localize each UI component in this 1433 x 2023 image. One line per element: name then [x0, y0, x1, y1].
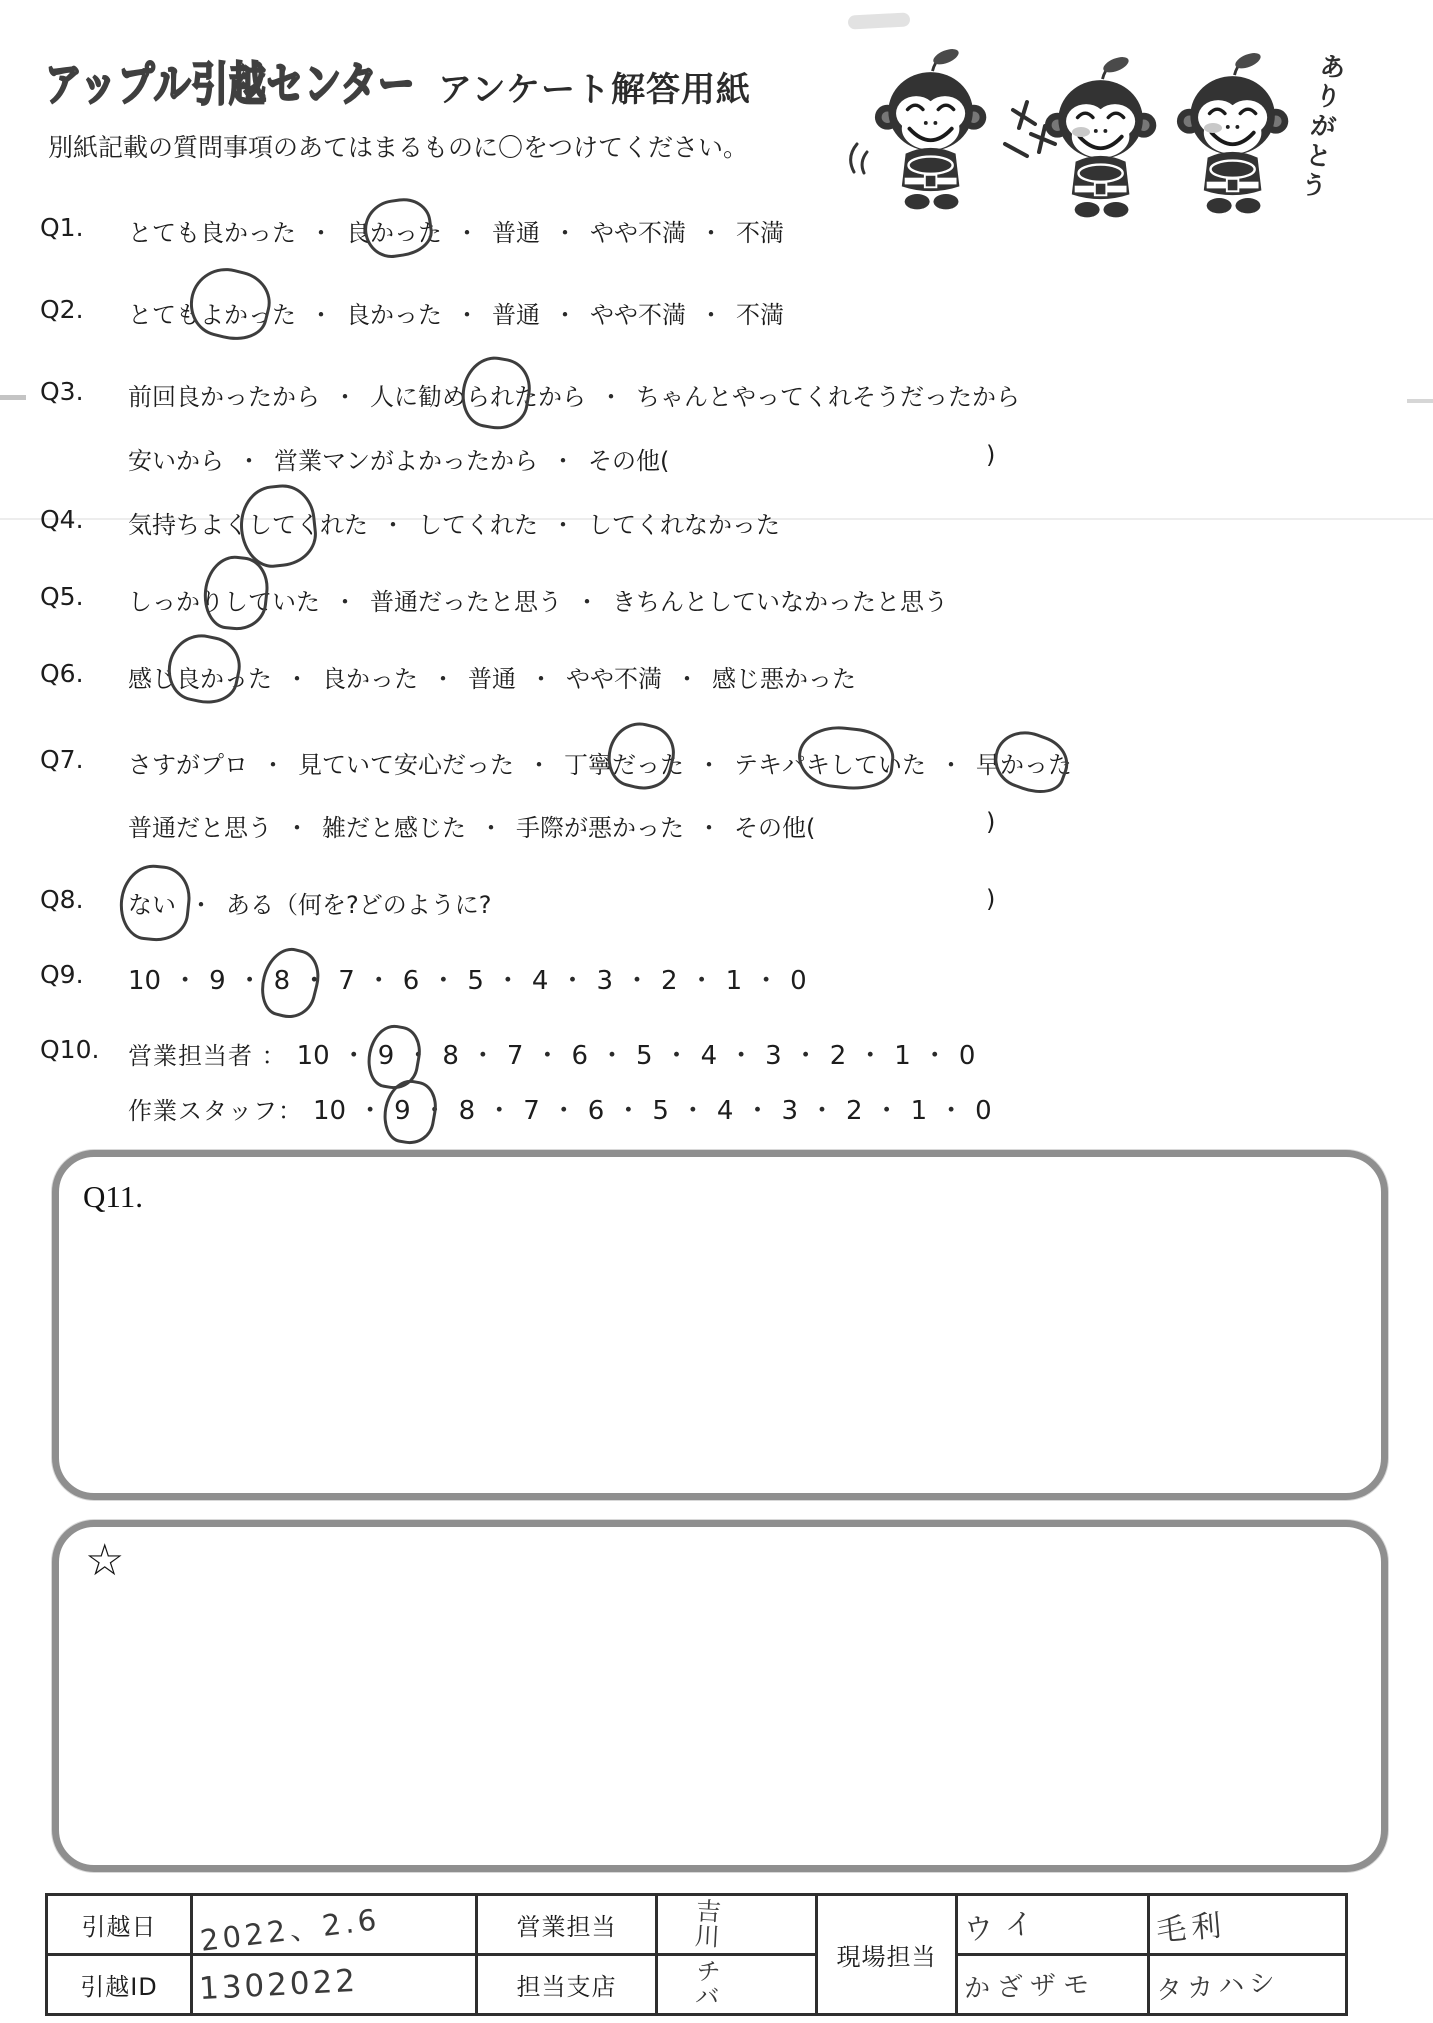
option-text: 手際が悪かった	[516, 814, 684, 842]
option-separator: ・	[744, 1096, 771, 1126]
paren-close: )	[986, 885, 996, 913]
option-separator: ・	[559, 966, 586, 996]
option-separator: ・	[553, 219, 577, 247]
option-text: その他(	[734, 814, 816, 842]
option-separator: ・	[688, 966, 715, 996]
option-separator: ・	[236, 966, 263, 996]
option-text: しっかりしていた	[128, 582, 320, 617]
option-text: 普通	[492, 301, 540, 329]
option-separator: ・	[479, 814, 503, 842]
sales-rep-cell	[657, 1895, 817, 1955]
question-label: Q5.	[40, 582, 84, 611]
option-separator: ・	[405, 1041, 432, 1071]
option-text: 0	[958, 1041, 976, 1071]
scan-edge-mark	[1407, 399, 1433, 403]
handwritten-circle-mark	[116, 862, 194, 945]
option-text: 5	[467, 966, 484, 996]
option-separator: ・	[553, 301, 577, 329]
option-separator: ・	[697, 751, 721, 779]
option-text: 10	[296, 1041, 330, 1071]
option-text: 不満	[736, 219, 784, 247]
option-separator: ・	[237, 447, 261, 475]
site-crew-cell-4	[1149, 1955, 1347, 2015]
sales-rep-label: 営業担当	[477, 1895, 657, 1955]
handwritten-circle-mark	[456, 352, 535, 435]
monkey-mascots	[845, 48, 1365, 218]
option-separator: ・	[675, 665, 699, 693]
option-text: とてもよかった	[128, 295, 296, 330]
option-text: 0	[975, 1096, 992, 1126]
option-separator: ・	[189, 891, 213, 919]
option-separator: ・	[551, 447, 575, 475]
option-text: 良かった	[346, 301, 442, 329]
option-text: 3	[765, 1041, 782, 1071]
question-label: Q10.	[40, 1035, 100, 1064]
move-date-cell	[192, 1895, 477, 1958]
monkey-mascot-icon	[845, 48, 1365, 218]
option-text: 2	[846, 1096, 863, 1126]
option-separator: ・	[340, 1041, 367, 1071]
option-text: ない	[128, 885, 176, 920]
handwritten-circle-mark	[986, 722, 1075, 802]
branch-label: 担当支店	[477, 1955, 657, 2015]
question-options-row	[128, 659, 856, 694]
option-text: 2	[829, 1041, 847, 1071]
option-separator: ・	[469, 1041, 496, 1071]
option-separator: ・	[431, 665, 455, 693]
option-separator: ・	[285, 814, 309, 842]
option-separator: ・	[699, 301, 723, 329]
handwritten-circle-mark	[162, 628, 247, 709]
question-label: Q7.	[40, 745, 84, 774]
option-separator: ・	[486, 1096, 513, 1126]
handwritten-circle-mark	[183, 260, 278, 347]
option-separator: ・	[365, 966, 392, 996]
question-label: Q3.	[40, 377, 84, 406]
doc-title: アンケート解答用紙	[438, 70, 751, 110]
option-separator: ・	[615, 1096, 642, 1126]
option-text: 7	[523, 1096, 540, 1126]
option-separator: ・	[494, 966, 521, 996]
option-text: ちゃんとやってくれそうだったから	[636, 383, 1020, 411]
site-crew-cell-2	[1149, 1895, 1347, 1955]
option-text: してくれた	[418, 511, 538, 539]
option-text: 良かった	[346, 213, 442, 248]
option-separator: ・	[430, 966, 457, 996]
table-row	[47, 1955, 1347, 2015]
option-text: ある（何を?どのように?	[226, 891, 492, 919]
instruction-text: 別紙記載の質問事項のあてはまるものに〇をつけてください。	[48, 133, 749, 162]
option-text: 9	[394, 1096, 411, 1126]
question-label: Q2.	[40, 295, 84, 324]
option-separator: ・	[333, 383, 357, 411]
move-id-label: 引越ID	[47, 1955, 192, 2015]
option-separator: ・	[575, 588, 599, 616]
option-separator: ・	[172, 966, 199, 996]
option-separator: ・	[309, 301, 333, 329]
option-text: 6	[587, 1096, 605, 1126]
option-separator: ・	[551, 511, 575, 539]
question-label: Q9.	[40, 960, 84, 989]
option-separator: ・	[697, 814, 721, 842]
option-text: やや不満	[590, 219, 686, 247]
option-text: 前回良かったから	[128, 383, 320, 411]
handwritten-circle-mark	[236, 481, 320, 570]
option-separator: ・	[285, 665, 309, 693]
question-options-row	[128, 745, 1072, 780]
option-text: 6	[571, 1041, 588, 1071]
option-separator: ・	[309, 219, 333, 247]
option-text: 2	[661, 966, 678, 996]
question-options-row	[128, 377, 1020, 412]
handwritten-circle-mark	[200, 553, 271, 633]
branch-cell	[657, 1955, 817, 2015]
scan-edge-mark	[0, 395, 26, 400]
paren-close: )	[986, 441, 996, 469]
option-text: その他(	[588, 447, 670, 475]
scale-prefix: 営業担当者 ：	[128, 1042, 287, 1070]
option-text: 1	[894, 1041, 911, 1071]
option-separator: ・	[921, 1041, 948, 1071]
option-separator: ・	[809, 1096, 836, 1126]
option-text: 5	[652, 1096, 669, 1126]
option-text: 8	[442, 1041, 459, 1071]
site-crew-cell-1	[957, 1895, 1149, 1955]
move-id-cell	[192, 1955, 477, 2015]
site-crew-value-1: ウイ	[962, 1904, 1047, 1948]
option-separator: ・	[421, 1096, 448, 1126]
question-options-row	[128, 1090, 992, 1127]
question-options-row	[128, 441, 996, 476]
option-text: 3	[781, 1096, 799, 1126]
option-text: 見ていて安心だった	[298, 751, 514, 779]
option-text: 1	[725, 966, 743, 996]
option-separator: ・	[455, 219, 479, 247]
option-separator: ・	[792, 1041, 819, 1071]
question-options-row	[128, 295, 784, 330]
option-separator: ・	[939, 751, 963, 779]
option-text: 8	[458, 1096, 476, 1126]
option-separator: ・	[455, 301, 479, 329]
option-text: さすがプロ	[128, 751, 248, 779]
option-text: 7	[506, 1041, 524, 1071]
option-separator: ・	[857, 1041, 884, 1071]
handwritten-circle-mark	[360, 195, 435, 262]
option-text: やや不満	[566, 665, 662, 693]
option-text: 10	[128, 966, 162, 996]
move-id-value: 1302022	[198, 1962, 359, 2007]
footer-table	[45, 1893, 1348, 2016]
option-text: きちんとしていなかったと思う	[612, 588, 948, 616]
option-separator: ・	[663, 1041, 690, 1071]
option-text: とても良かった	[128, 219, 296, 247]
option-separator: ・	[529, 665, 553, 693]
q11-comment-box	[52, 1150, 1388, 1500]
question-options-row	[128, 213, 784, 248]
option-separator: ・	[381, 511, 405, 539]
sales-rep-value: 吉川	[690, 1896, 723, 1949]
option-text: 0	[790, 966, 807, 996]
handwritten-circle-mark	[601, 716, 681, 796]
brand-logo-text: アップル引越センター	[45, 57, 416, 111]
question-label: Q8.	[40, 885, 84, 914]
site-crew-value-4: タカハシ	[1155, 1967, 1282, 2007]
option-text: 安いから	[128, 447, 224, 475]
handwritten-circle-mark	[795, 722, 897, 794]
option-text: 1	[910, 1096, 928, 1126]
option-separator: ・	[301, 966, 328, 996]
question-options-row	[128, 960, 807, 997]
option-text: 営業マンがよかったから	[274, 447, 538, 475]
question-label: Q4.	[40, 505, 84, 534]
star-comment-box	[52, 1520, 1388, 1872]
option-text: 人に勧められたから	[370, 377, 586, 412]
option-separator: ・	[728, 1041, 755, 1071]
option-text: 良かった	[322, 665, 418, 693]
option-separator: ・	[679, 1096, 706, 1126]
option-text: 3	[596, 966, 614, 996]
option-text: 7	[338, 966, 355, 996]
question-label: Q6.	[40, 659, 84, 688]
option-separator: ・	[624, 966, 651, 996]
option-text: 5	[636, 1041, 653, 1071]
option-text: 普通	[492, 219, 540, 247]
option-text: テキパキしていた	[734, 745, 926, 780]
question-label: Q1.	[40, 213, 84, 242]
option-text: 4	[700, 1041, 718, 1071]
move-date-value: 2022、2.6	[198, 1902, 383, 1958]
option-separator: ・	[873, 1096, 900, 1126]
option-text: 感じ悪かった	[712, 665, 856, 693]
option-text: 不満	[736, 301, 784, 329]
option-text: 丁寧だった	[564, 745, 684, 780]
table-row	[47, 1895, 1347, 1955]
option-text: 普通	[468, 665, 516, 693]
option-separator: ・	[753, 966, 780, 996]
option-text: してくれなかった	[588, 511, 780, 539]
site-crew-value-2: 毛利	[1154, 1907, 1228, 1949]
option-separator: ・	[599, 383, 623, 411]
q11-label: Q11.	[83, 1179, 143, 1214]
option-separator: ・	[550, 1096, 577, 1126]
question-options-row	[128, 808, 996, 843]
option-text: 9	[209, 966, 226, 996]
thanks-note: ありがとう	[1294, 50, 1348, 204]
question-options-row	[128, 505, 780, 540]
question-options-row	[128, 885, 996, 920]
site-crew-cell-3	[957, 1955, 1149, 2015]
option-text: 6	[402, 966, 420, 996]
scan-smudge	[848, 12, 911, 29]
option-text: 普通だったと思う	[370, 588, 562, 616]
option-text: 早かった	[976, 745, 1072, 780]
site-crew-label: 現場担当	[817, 1895, 957, 2015]
option-separator: ・	[699, 219, 723, 247]
option-separator: ・	[357, 1096, 384, 1126]
site-crew-value-3: かざザモ	[963, 1969, 1097, 2005]
option-text: 8	[274, 966, 291, 996]
move-date-label: 引越日	[47, 1895, 192, 1955]
option-text: 普通だと思う	[128, 814, 272, 842]
option-text: やや不満	[590, 301, 686, 329]
question-options-row	[128, 582, 948, 617]
paren-close: )	[986, 808, 996, 836]
option-separator: ・	[527, 751, 551, 779]
branch-value: チバ	[690, 1956, 723, 2009]
option-separator: ・	[938, 1096, 965, 1126]
option-text: 雑だと感じた	[322, 814, 466, 842]
option-text: 4	[531, 966, 549, 996]
question-options-row	[128, 1035, 975, 1072]
option-separator: ・	[333, 588, 357, 616]
star-icon: ☆	[85, 1535, 125, 1586]
option-text: 感じ良かった	[128, 659, 272, 694]
option-text: 気持ちよくしてくれた	[128, 505, 368, 540]
scale-prefix: 作業スタッフ：	[128, 1097, 303, 1125]
option-text: 10	[313, 1096, 347, 1126]
option-text: 9	[378, 1041, 395, 1071]
option-separator: ・	[261, 751, 285, 779]
option-separator: ・	[534, 1041, 561, 1071]
option-separator: ・	[598, 1041, 625, 1071]
option-text: 4	[716, 1096, 734, 1126]
